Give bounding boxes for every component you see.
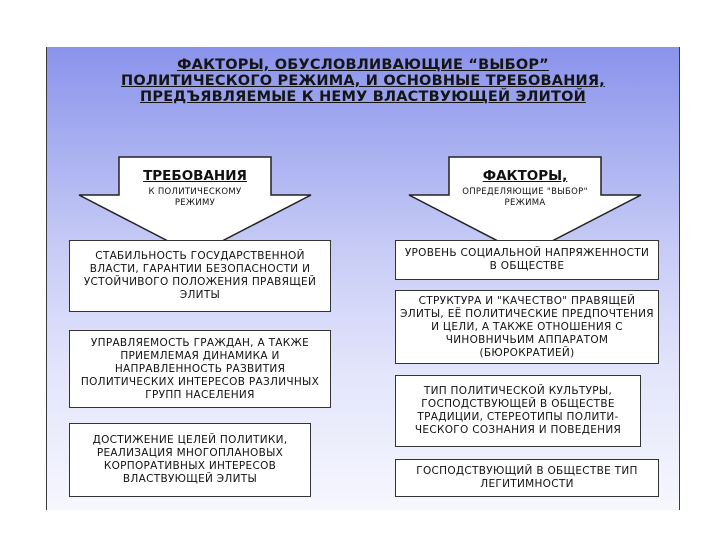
requirements-subtitle-2: РЕЖИМУ <box>174 198 216 208</box>
requirements-heading: ТРЕБОВАНИЯ <box>143 168 247 184</box>
requirements-subtitle-1: К ПОЛИТИЧЕСКОМУ <box>148 187 242 197</box>
factor-box-political-culture: ТИП ПОЛИТИЧЕСКОЙ КУЛЬТУРЫ, ГОСПОДСТВУЮЩЕЙ В ОБЩЕСТВЕ ТРАДИЦИИ, СТЕРЕОТИПЫ ПОЛИТИ-ЧЕСКОГО СОЗНАНИЯ И ПОВЕДЕНИЯ <box>395 375 641 447</box>
requirement-box-governability: УПРАВЛЯЕМОСТЬ ГРАЖДАН, А ТАКЖЕ ПРИЕМЛЕМАЯ ДИНАМИКА И НАПРАВЛЕННОСТЬ РАЗВИТИЯ ПОЛИТИЧЕСКИХ ИНТЕРЕСОВ РАЗЛИЧНЫХ ГРУПП НАСЕЛЕНИЯ <box>69 330 331 408</box>
factor-box-social-tension: УРОВЕНЬ СОЦИАЛЬНОЙ НАПРЯЖЕННОСТИ В ОБЩЕСТВЕ <box>395 240 659 280</box>
title-line-1: ФАКТОРЫ, ОБУСЛОВЛИВАЮЩИЕ “ВЫБОР” <box>177 57 549 73</box>
title-line-3: ПРЕДЪЯВЛЯЕМЫЕ К НЕМУ ВЛАСТВУЮЩЕЙ ЭЛИТОЙ <box>140 89 586 105</box>
title-line-2: ПОЛИТИЧЕСКОГО РЕЖИМА, И ОСНОВНЫЕ ТРЕБОВАНИЯ, <box>121 73 605 89</box>
slide-panel <box>46 47 680 510</box>
factors-heading: ФАКТОРЫ, <box>482 168 568 184</box>
factor-box-legitimacy: ГОСПОДСТВУЮЩИЙ В ОБЩЕСТВЕ ТИП ЛЕГИТИМНОСТИ <box>395 459 659 497</box>
factors-subtitle-1: ОПРЕДЕЛЯЮЩИЕ "ВЫБОР" <box>462 187 588 197</box>
requirement-box-stability: СТАБИЛЬНОСТЬ ГОСУДАРСТВЕННОЙ ВЛАСТИ, ГАРАНТИИ БЕЗОПАСНОСТИ И УСТОЙЧИВОГО ПОЛОЖЕНИЯ ПРАВЯЩЕЙ ЭЛИТЫ <box>69 240 331 312</box>
diagram-title <box>47 57 679 105</box>
factors-subtitle-2: РЕЖИМА <box>504 198 546 208</box>
requirement-box-goals: ДОСТИЖЕНИЕ ЦЕЛЕЙ ПОЛИТИКИ, РЕАЛИЗАЦИЯ МНОГОПЛАНОВЫХ КОРПОРАТИВНЫХ ИНТЕРЕСОВ ВЛАСТВУЮЩЕЙ ЭЛИТЫ <box>69 423 311 497</box>
factor-box-elite-structure: СТРУКТУРА И "КАЧЕСТВО" ПРАВЯЩЕЙ ЭЛИТЫ, ЕЁ ПОЛИТИЧЕСКИЕ ПРЕДПОЧТЕНИЯ И ЦЕЛИ, А ТАКЖЕ ОТНОШЕНИЯ С ЧИНОВНИЧЬИМ АППАРАТОМ (БЮРОКРАТИЕЙ) <box>395 290 659 364</box>
